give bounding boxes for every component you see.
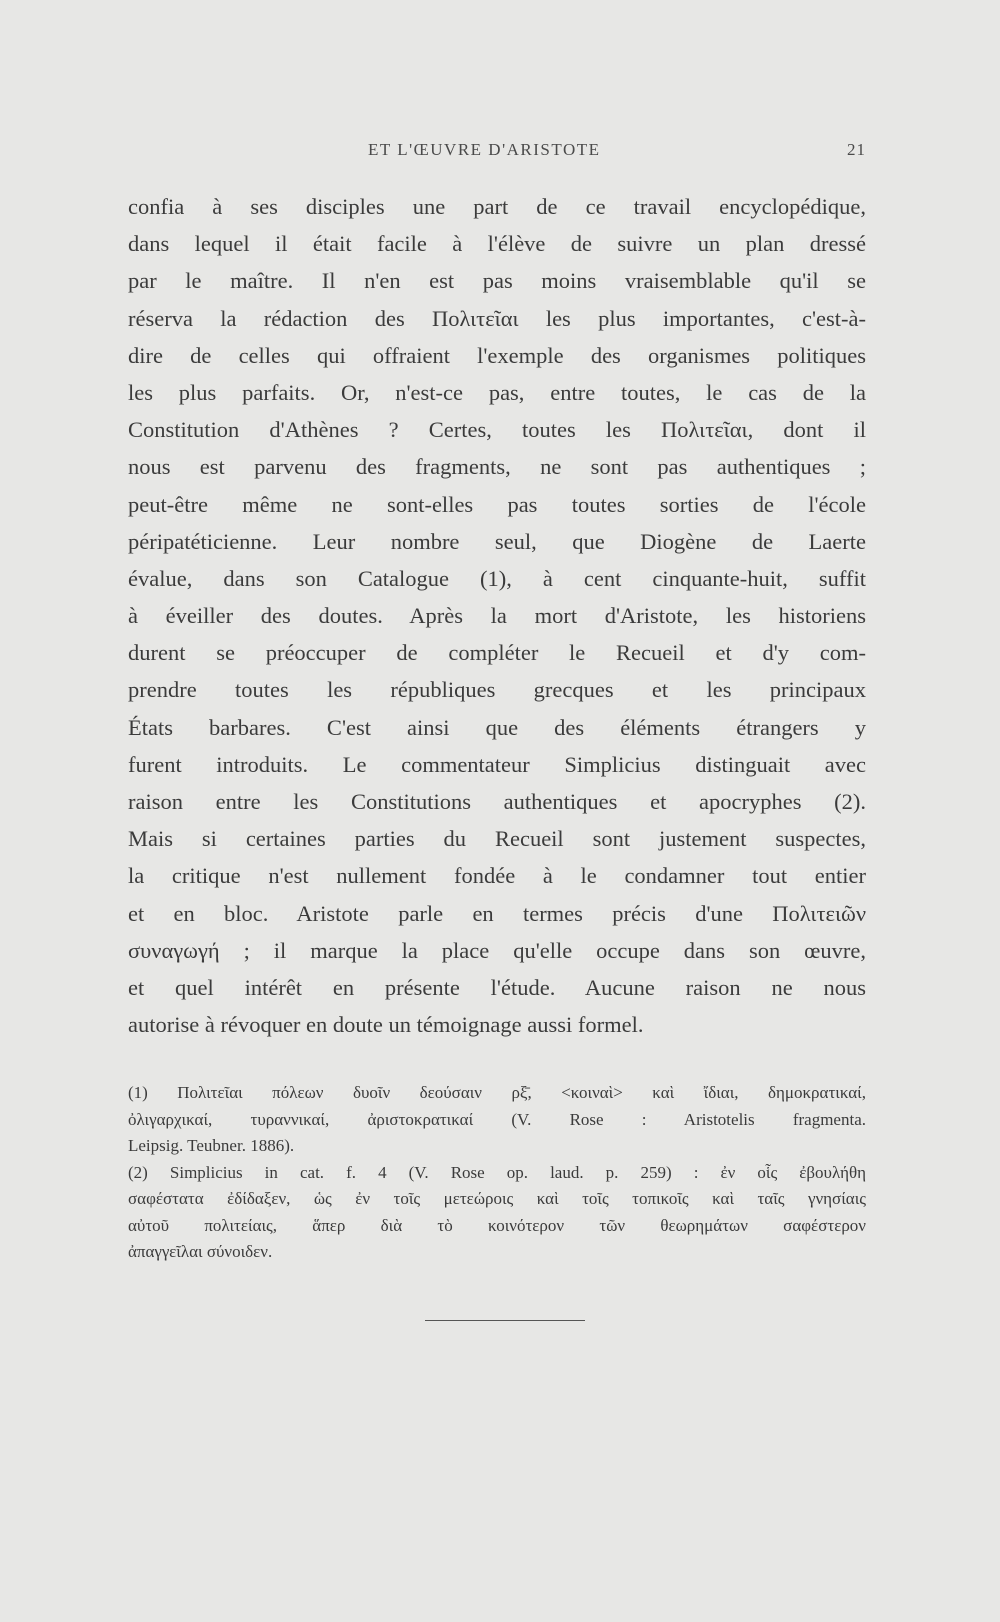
body-line: réserva la rédaction des Πολιτεῖαι les plus importantes, c'est-à-: [128, 305, 866, 331]
page-number: 21: [847, 140, 866, 159]
body-line: Constitution d'Athènes ? Certes, toutes les Πολιτεῖαι, dont il: [128, 417, 866, 443]
body-line: confia à ses disciples une part de ce travail encyclopédique,: [128, 194, 866, 219]
body-line: États barbares. C'est ainsi que des éléments étrangers y: [128, 714, 866, 740]
footnote-line: (1) Πολιτεῖαι πόλεων δυοῖν δεούσαιν ρξ̄, <κοιναὶ> καὶ ἴδιαι, δημοκρατικαί,: [128, 1083, 866, 1102]
body-line: autorise à révoquer en doute un témoignage aussi formel.: [128, 1012, 644, 1038]
footnote-line: (2) Simplicius in cat. f. 4 (V. Rose op. laud. p. 259) : ἐν οἷς ἐβουλήθη: [128, 1162, 866, 1182]
footnote-line: αὐτοῦ πολιτείαις, ἅπερ διὰ τὸ κοινότερον τῶν θεωρημάτων σαφέστερον: [128, 1215, 866, 1235]
body-line: prendre toutes les républiques grecques et les principaux: [128, 677, 866, 703]
body-line: συναγωγή ; il marque la place qu'elle occupe dans son œuvre,: [128, 937, 866, 963]
body-line: la critique n'est nullement fondée à le condamner tout entier: [128, 863, 866, 889]
body-line: et en bloc. Aristote parle en termes précis d'une Πολιτειῶν: [128, 900, 866, 926]
body-line: nous est parvenu des fragments, ne sont pas authentiques ;: [128, 454, 866, 480]
body-text: [128, 188, 866, 1043]
body-line: les plus parfaits. Or, n'est-ce pas, entre toutes, le cas de la: [128, 379, 866, 405]
running-title: ET L'ŒUVRE D'ARISTOTE: [368, 140, 601, 159]
body-line: dans lequel il était facile à l'élève de suivre un plan dressé: [128, 231, 866, 257]
footnote-line: Leipsig. Teubner. 1886).: [128, 1136, 295, 1155]
body-line: Mais si certaines parties du Recueil sont justement suspectes,: [128, 826, 866, 852]
body-line: dire de celles qui offraient l'exemple des organismes politiques: [128, 342, 866, 368]
bottom-rule: [425, 1320, 585, 1321]
footnotes: [128, 1080, 866, 1266]
footnote-line: ἀπαγγεῖλαι σύνοιδεν.: [128, 1242, 273, 1261]
body-line: par le maître. Il n'en est pas moins vraisemblable qu'il se: [128, 268, 866, 294]
footnote-line: σαφέστατα ἐδίδαξεν, ὡς ἐν τοῖς μετεώροις καὶ τοῖς τοπικοῖς καὶ ταῖς γνησίαις: [128, 1189, 866, 1208]
body-line: péripatéticienne. Leur nombre seul, que Diogène de Laerte: [128, 528, 866, 554]
body-line: à éveiller des doutes. Après la mort d'Aristote, les historiens: [128, 603, 866, 629]
footnote-line: ὀλιγαρχικαί, τυραννικαί, ἀριστοκρατικαί (V. Rose : Aristotelis fragmenta.: [128, 1109, 866, 1129]
body-line: peut-être même ne sont-elles pas toutes sorties de l'école: [128, 491, 866, 517]
body-line: raison entre les Constitutions authentiques et apocryphes (2).: [128, 789, 866, 814]
body-line: évalue, dans son Catalogue (1), à cent cinquante-huit, suffit: [128, 565, 866, 591]
body-line: furent introduits. Le commentateur Simplicius distinguait avec: [128, 751, 866, 777]
body-line: durent se préoccuper de compléter le Recueil et d'y com-: [128, 640, 866, 666]
body-line: et quel intérêt en présente l'étude. Aucune raison ne nous: [128, 974, 866, 1000]
